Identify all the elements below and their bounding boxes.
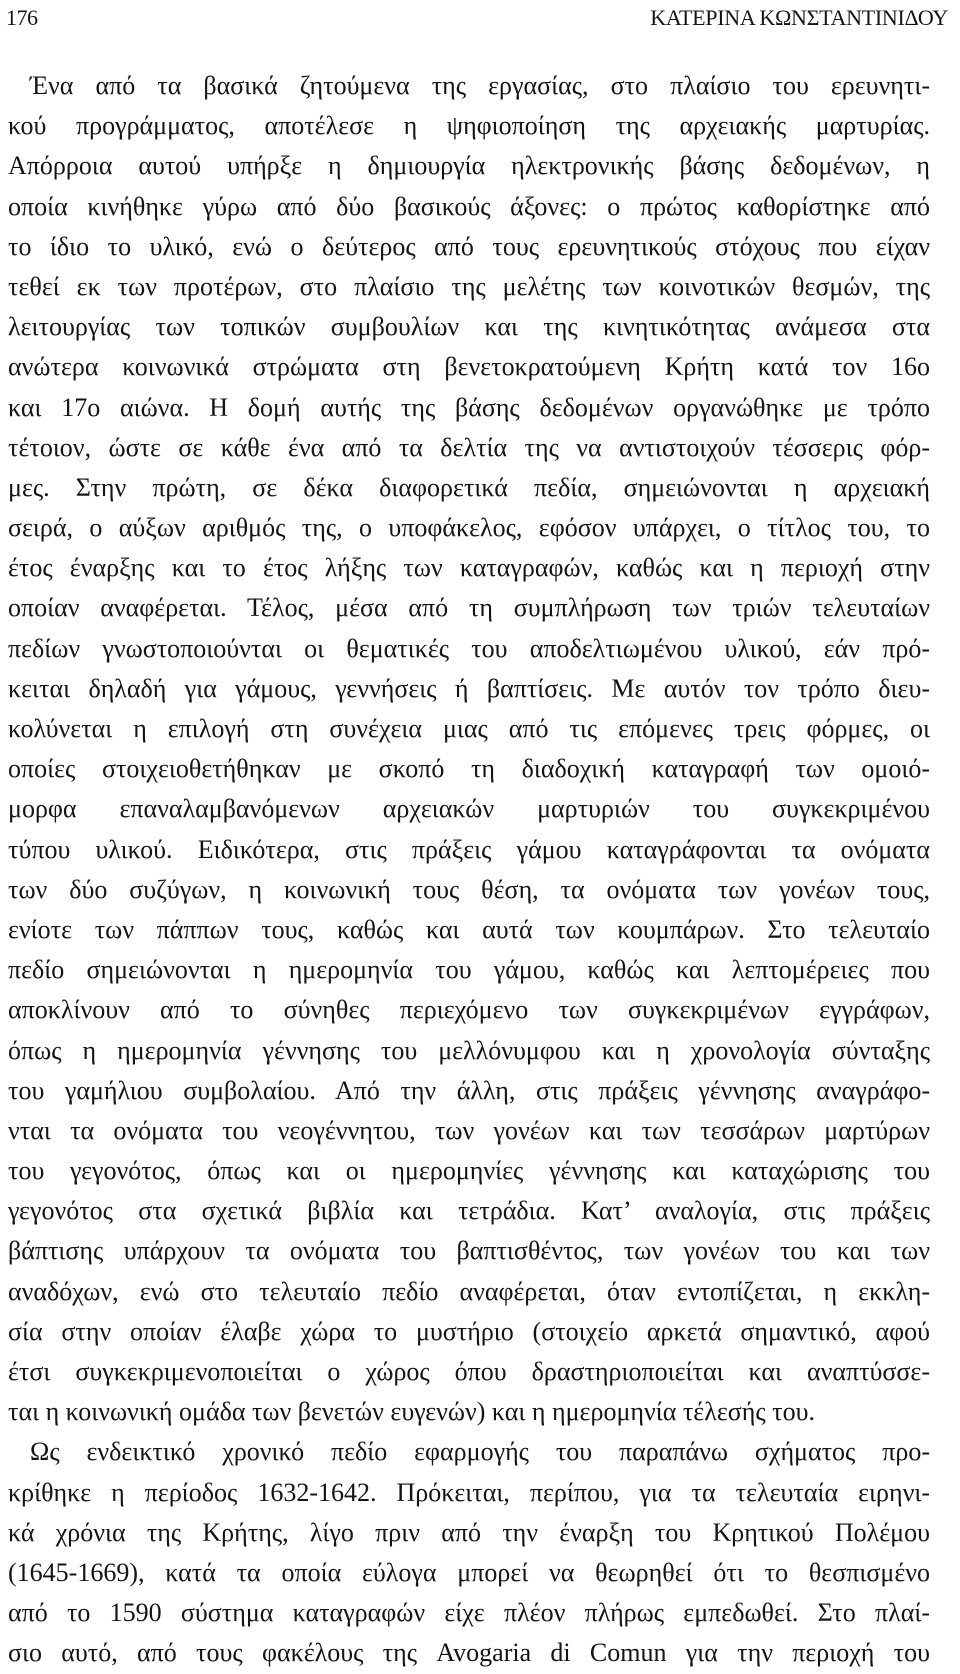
text-line: τύπου υλικού. Ειδικότερα, στις πράξεις γάμου καταγράφονται τα ονόματα [8, 834, 930, 864]
text-line: γεγονότος στα σχετικά βιβλία και τετράδια. Κατ’ αναλογία, στις πράξεις [8, 1196, 930, 1226]
text-line: αναδόχων, ενώ στο τελευταίο πεδίο αναφέρεται, όταν εντοπίζεται, η εκκλη- [8, 1276, 930, 1306]
text-line: λειτουργίας των τοπικών συμβουλίων και της κινητικότητας ανάμεσα στα [8, 312, 930, 342]
text-line: σειρά, ο αύξων αριθμός της, ο υποφάκελος, εφόσον υπάρχει, ο τίτλος του, το [8, 513, 930, 543]
text-line: και 17ο αιώνα. Η δομή αυτής της βάσης δεδομένων οργανώθηκε με τρόπο [8, 392, 930, 422]
text-line: αποκλίνουν από το σύνηθες περιεχόμενο των συγκεκριμένων εγγράφων, [8, 995, 930, 1025]
text-line: όπως η ημερομηνία γέννησης του μελλόνυμφου και η χρονολογία σύνταξης [8, 1035, 930, 1065]
text-line: το ίδιο το υλικό, ενώ ο δεύτερος από τους ερευνητικούς στόχους που είχαν [8, 231, 930, 261]
text-line: τέτοιον, ώστε σε κάθε ένα από τα δελτία της να αντιστοιχούν τέσσερις φόρ- [8, 432, 930, 462]
text-line: ενίοτε των πάππων τους, καθώς και αυτά των κουμπάρων. Στο τελευταίο [8, 914, 930, 944]
text-line: οποίες στοιχειοθετήθηκαν με σκοπό τη διαδοχική καταγραφή των ομοιό- [8, 754, 930, 784]
running-head-author: ΚΑΤΕΡΙΝΑ ΚΩΝΣΤΑΝΤΙΝΙΔΟΥ [650, 5, 948, 30]
text-line: έτος έναρξης και το έτος λήξης των καταγραφών, καθώς και η περιοχή στην [8, 553, 930, 583]
text-line: (1645-1669), κατά τα οποία εύλογα μπορεί να θεωρηθεί ότι το θεσπισμένο [8, 1557, 930, 1587]
text-line: σία στην οποίαν έλαβε χώρα το μυστήριο (στοιχείο αρκετά σημαντικό, αφού [8, 1316, 930, 1346]
text-line: του γαμήλιου συμβολαίου. Από την άλλη, στις πράξεις γέννησης αναγράφο- [8, 1075, 930, 1105]
text-line: οποίαν αναφέρεται. Τέλος, μέσα από τη συμπλήρωση των τριών τελευταίων [8, 593, 930, 623]
text-line: μορφα επαναλαμβανόμενων αρχειακών μαρτυριών του συγκεκριμένου [8, 794, 930, 824]
text-line: τεθεί εκ των προτέρων, στο πλαίσιο της μελέτης των κοινοτικών θεσμών, της [8, 271, 930, 301]
text-line: ανώτερα κοινωνικά στρώματα στη βενετοκρατούμενη Κρήτη κατά τον 16ο [8, 352, 930, 382]
text-line: Απόρροια αυτού υπήρξε η δημιουργία ηλεκτρονικής βάσης δεδομένων, η [8, 151, 930, 181]
running-header [0, 0, 960, 40]
text-line: πεδίο σημειώνονται η ημερομηνία του γάμου, καθώς και λεπτομέρειες που [8, 955, 930, 985]
text-line: σιο αυτό, από τους φακέλους της Avogaria di Comun για την περιοχή του [8, 1638, 930, 1668]
text-line: έτσι συγκεκριμενοποιείται ο χώρος όπου δραστηριοποιείται και αναπτύσσε- [8, 1357, 930, 1386]
page-number: 176 [6, 5, 38, 30]
text-line: ται η κοινωνική ομάδα των βενετών ευγενών) και η ημερομηνία τέλεσής του. [8, 1397, 815, 1427]
text-line: των δύο συζύγων, η κοινωνική τους θέση, τα ονόματα των γονέων τους, [8, 874, 930, 904]
body-text [8, 66, 930, 1674]
text-line: οποία κινήθηκε γύρω από δύο βασικούς άξονες: ο πρώτος καθορίστηκε από [8, 191, 930, 221]
text-line: κρίθηκε η περίοδος 1632-1642. Πρόκειται, περίπου, για τα τελευταία ειρηνι- [8, 1477, 930, 1507]
text-line: νται τα ονόματα του νεογέννητου, των γονέων και των τεσσάρων μαρτύρων [8, 1115, 930, 1145]
text-line: κολύνεται η επιλογή στη συνέχεια μιας από τις επόμενες τρεις φόρμες, οι [8, 714, 930, 743]
text-line: του γεγονότος, όπως και οι ημερομηνίες γέννησης και καταχώρισης του [8, 1156, 930, 1186]
text-line: Ως ενδεικτικό χρονικό πεδίο εφαρμογής του παραπάνω σχήματος προ- [30, 1437, 930, 1467]
text-line: από το 1590 σύστημα καταγραφών είχε πλέον πλήρως εμπεδωθεί. Στο πλαί- [8, 1598, 930, 1628]
text-line: βάπτισης υπάρχουν τα ονόματα του βαπτισθέντος, των γονέων του και των [8, 1236, 930, 1266]
text-line: πεδίων γνωστοποιούνται οι θεματικές του αποδελτιωμένου υλικού, εάν πρό- [8, 633, 930, 663]
text-line: Ένα από τα βασικά ζητούμενα της εργασίας, στο πλαίσιο του ερευνητι- [30, 71, 930, 100]
text-line: κού προγράμματος, αποτέλεσε η ψηφιοποίηση της αρχειακής μαρτυρίας. [8, 111, 930, 141]
text-line: μες. Στην πρώτη, σε δέκα διαφορετικά πεδία, σημειώνονται η αρχειακή [8, 472, 930, 502]
text-line: κά χρόνια της Κρήτης, λίγο πριν από την έναρξη του Κρητικού Πολέμου [8, 1517, 930, 1547]
text-line: κειται δηλαδή για γάμους, γεννήσεις ή βαπτίσεις. Με αυτόν τον τρόπο διευ- [8, 673, 930, 703]
